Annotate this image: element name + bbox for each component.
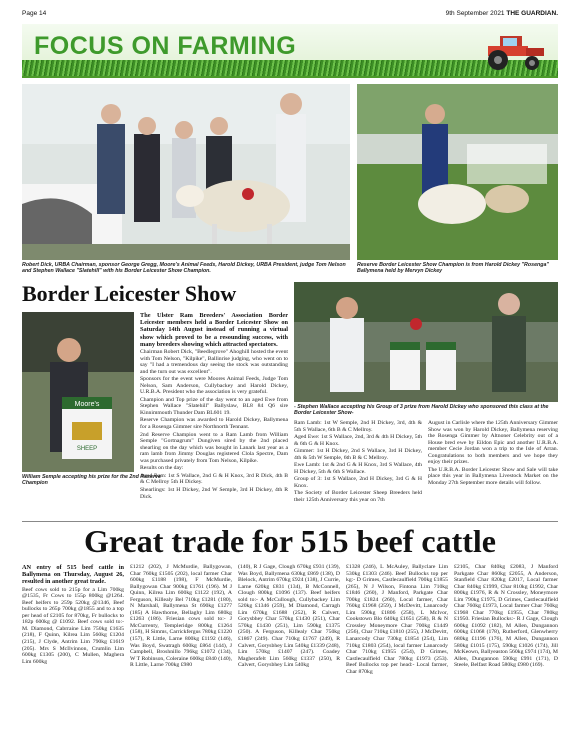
article1-paragraph: Aged Ram: 1st S Wallace, 2nd G & H Knox, 3rd R Dick, 4th B & C Mellroy 5th H Dickey. — [140, 472, 288, 486]
caption-group-of-three: - Stephen Wallace accepting his Group of 3 prize from Harold Dickey who sponsored this class at the Border Leicester Show- — [294, 404, 549, 417]
article1-paragraph: Group of 3: 1st S Wallace, 2nd H Dickey, 3rd G & H Knox. — [294, 476, 422, 489]
caption-william-semple: William Semple accepting his prize for the 2nd Reserve Champion — [22, 474, 161, 487]
article1-paragraph: August in Carlisle where the 125th Anniversary Gimmer Show was won by Harold Dickey, Ballymena reserving the Rosenga Gimmer by Altnoner Celebrity out of a House bred ewe by Eildon Epic and another U.R.B.A. member Cecie Jordan won a trip to the Isle of Arran. Congratulations to both members and we hope they enjoy their prizes. — [428, 420, 558, 466]
issue-date — [446, 10, 558, 17]
photo-champion-group — [22, 84, 350, 260]
bag-brand-label: Moore's — [74, 401, 100, 408]
article1-column-1 — [140, 312, 288, 518]
article2-column-3 — [238, 564, 340, 730]
photo-william-semple — [22, 312, 134, 472]
article2-paragraph: £2105, Char 840kg £2083, J Manford Parkgate Char 860kg £2055, A Anderson, Stanfield Char 820kg £2017, Local farmer Char 840kg £1999, Char 810kg £1992, Char 800kg £1976, R & N Crossley, Moneymore Lim 790kg £1975, D Grimes, Castlecaulfield Char 760kg £1973, Local farmer Char 760kg £1968 Char 770kg £1955, Char 780kg £1950. Friesian Bullocks:- R J Gage, Clough 600kg £1092 (182), M Allen, Dungannon 600kg £1068 (178), Rutherford, Glenwherry 680kg £1196 (176), M Allen, Dungannon 580kg £1015 (175), 590kg £1026 (174), Jill McKeown, Ballyeaston 560kg £974 (174), M Allen, Dungannon 590kg £991 (171), D Steele, Belfast Road 580kg £980 (169). — [454, 564, 558, 669]
article1-paragraph: Gimmer: 1st H Dickey, 2nd S Wallace, 3rd H Dickey, 4th & 5th W Semple, 6th B & C Mellroy. — [294, 448, 422, 461]
photo-champion-group-image — [22, 84, 350, 260]
article1-column-2 — [294, 420, 422, 518]
article1-paragraph: Results on the day: — [140, 465, 184, 472]
page-number: Page 14 — [22, 9, 47, 17]
article2-paragraph: £1212 (202), J McMurdie, Ballygowan, Char 760kg £1505 (202), local farmer Char 600kg £1188 (198), F McMurdie, Ballygowan Char 900kg £1761 (196). M J Quinn, Kilrea Lim 600kg £1122 (192), A Ferguson, Killealy Bel 710kg £1281 (180), N Marshall, Ballymena St 690kg £1277 (185) A Hawthorne, Bellaghy Lim 680kg £1263 (186). Friesian cows sold to:- J McCurrenty, Templeridge 800kg £1264 (158), H Simms, Carrickfergus 780kg £1220 (157), R Little, Larne 800kg £1192 (146), Was Boyd, Swatragh 600kg £864 (144), J Campbell, Broshnillo 796kg £1072 (134), W T Robinson, Coleraine 600kg £840 (140), R Little, Larne 700kg £980 — [130, 564, 232, 669]
article2-column-1 — [22, 564, 124, 730]
article1-paragraph: The U.R.B.A. Border Leicester Show and Sale will take place this year in Ballymena Livestock Market on the Monday 27th September more details will follow. — [428, 466, 558, 486]
headline-beef-cattle: Great trade for 515 beef cattle — [84, 523, 496, 559]
photo-group-of-three-image — [294, 282, 558, 402]
article1-paragraph: Sponsors for the event were Moores Animal Feeds, Judge Tom Nelson, Sam Anderson, Cullybackey and Harold Dickey, U.R.B.A. President who the association is very grateful. — [140, 376, 288, 396]
article1-paragraph: Reserve Champion was awarded to Harold Dickey, Ballymena for a Rosenga Gimmer sire Northnorth Tennant. — [140, 417, 288, 431]
article2-column-4 — [346, 564, 448, 730]
article1-paragraph: Ewe Lamb: 1st & 2nd G & H Knox, 3rd S Wallace, 4th H Dickey, 5th & 6th S Wallace. — [294, 462, 422, 475]
article1-paragraph: The Society of Border Leicester Sheep Breeders held their 125th Anniversary this year on 7th — [294, 490, 422, 504]
article1-paragraph: 2nd Reserve Champion went to a Ram Lamb from William Semple "Gortnagrum" Dungiven sired by the 2nd placed shearling on the day which was bought in Lanark last year as a ram lamb from Jimmy Douglas registered Clola Spectre, Dam was purchased privately from Tom Nelson, Kilpike. — [140, 431, 288, 464]
photo-group-of-three-prize — [294, 282, 558, 402]
section-banner — [22, 24, 558, 78]
bag-product-label: SHEEP — [76, 446, 98, 452]
headline-border-leicester-show: Border Leicester Show — [22, 281, 237, 306]
article2-column-2 — [130, 564, 232, 730]
section-title: FOCUS ON FARMING — [34, 32, 297, 60]
article2-paragraph: £1328 (246), L McAuley, Ballyclare Lim 530kg £1303 (246). Beef Bullocks top per kg:- D Grimes, Castlecaulfield 700kg £1855 (265), N J Wilson, Fintona Lim 710kg £1846 (260), J Manford, Parkgate Char 700kg £1824 (260), Local farmer, Char 760kg £1968 (259), J McDevitt, Lanarcody Lim 590kg £1806 (258), L McIvor, Cookstown Blo 640kg £1651 (258), R & N Crossley Moneymore Char 700kg £1449 (256), Char 710kg £1810 (255), J McDevitt, Lanarcody Char 730kg £1854 (254), Lim 710kg £1803 (254), local farmer Lanarcody Char 710kg £1955 (254), D Grimes, Castlecaulfield Char 780kg £1973 (253). Beef Bullocks top per head:- Local farmer, Char 870kg — [346, 564, 448, 675]
date-text: 9th September 2021 — [445, 9, 505, 17]
photo-reserve-champion — [357, 84, 558, 260]
article1-column-3 — [428, 420, 558, 518]
tractor-icon — [480, 28, 550, 72]
article1-paragraph: Chairman Robert Dick, "Beedlegrove" Ahoghill hosted the event with Tom Nelson, "Kilpike", Ballinrise judging, who went on to say "I had a tremendous day seeing the stock was outstanding and the turn out was excellent". — [140, 349, 288, 375]
article2-paragraph: Beef cows sold to 215p for a Lim 700kg @1535, Fr Cows to 155p 800kg @1264. Beef heifers to 259p 520kg @1346, Beef bullocks to 265p 700kg @1855 and to a top per head of £2105 for 870kg, Fr bullocks to 182p 600kg @ £1092. Beef cows sold to:- M. Diamond, Cabrraine Lim 750kg £1635 (218), F Quinn, Kilrea Lim 560kg £1204 (215), J Clyde, Antrim Lim 790kg £1619 (205). Mrs S McIlvinnon, Crumlin Lim 600kg £1305 (200), C Mullen, Maghera Lim 600kg — [22, 586, 124, 665]
article2-column-5 — [454, 564, 558, 730]
article1-paragraph: Champion and Top prize of the day went to an aged Ewe from Stephen Wallace "Slatehill" Ballyslaw, BL8 84 Q6 sire Kinnimmouth Thunder Dam BL601 19. — [140, 396, 288, 416]
paper-name: THE GUARDIAN. — [506, 9, 558, 17]
article1-paragraph: Ram Lamb: 1st W Semple, 2nd H Dickey, 3rd, 4th & 5th S Wallace, 6th B & C Mellroy. — [294, 420, 422, 433]
article2-paragraph: (140), R J Gage, Clough 670kg £931 (139), Was Boyd, Ballymena 630kg £869 (138), D Blelock, Antrim 670kg £924 (138), J Currie, Larne 620kg £831 (134), B McConnell, Clough 800kg £1096 (137). Beef heifers sold to:- A McCullough, Cullybackey Lim 520kg £1346 (259), M Diamond, Carragh Lim 670kg £1688 (252), R Calvert, Gorysbhey Char 570kg £1430 (251), Char 570kg £1430 (251), Lim 590kg £1375 (250). A Ferguson, Killealy Char 750kg £1867 (249). Char 710kg £1767 (249), R Calvert, Gorysbhey Lim 540kg £1339 (248), Lim 570kg £1407 (247). Coadey Magherafelt Lim 560kg £1337 (250), R Calvert, Gorysbhey Lim 540kg — [238, 564, 340, 669]
page-header — [22, 8, 558, 18]
grass-graphic — [22, 60, 558, 76]
caption-champion-group: Robert Dick, URBA Chairman, sponsor George Gregg, Moore's Animal Feeds, Harold Dickey, URBA President, judge Tom Nelson and Stephen Wallace "Slatehill" with his Border Leicester Show Champion. — [22, 262, 346, 275]
photo-william-semple-image — [22, 312, 134, 472]
article1-paragraph: Shearlings: 1st H Dickey, 2nd W Semple, 3rd H Dickey, 4th R Dick. — [140, 486, 288, 500]
photo-reserve-champion-image — [357, 84, 558, 260]
article1-paragraph: Aged Ewe: 1st S Wallace, 2nd, 3rd & 4th H Dickey, 5th & 6th G & H Knox. — [294, 434, 422, 447]
caption-reserve-champion: Reserve Border Leicester Show Champion is from Harold Dickey "Rosenga" Ballymena held by Mervyn Dickey — [357, 262, 549, 275]
article1-lead: The Ulster Ram Breeders' Association Border Leicester members held a Border Leicester Show on Saturday 14th August instead of running a virtual show which proved to be a resounding success, with many breeders showing which attracted spectators. — [140, 312, 288, 348]
article2-lead: AN entry of 515 beef cattle in Ballymena on Thursday, August 26, resulted in another great trade. — [22, 564, 124, 586]
